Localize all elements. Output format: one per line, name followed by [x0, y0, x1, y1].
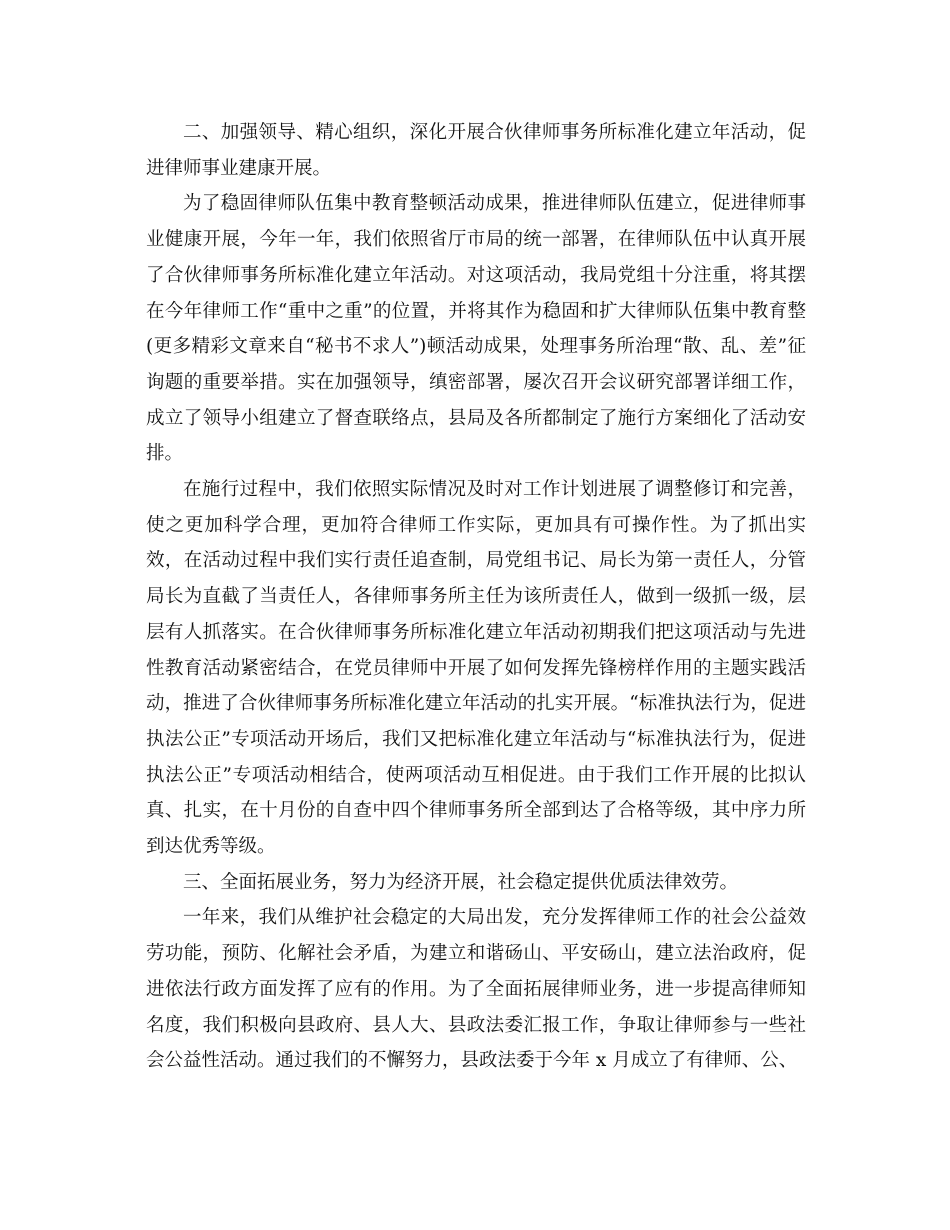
- body-paragraph: 在施行过程中，我们依照实际情况及时对工作计划进展了调整修订和完善，使之更加科学合理，更加符合律师工作实际，更加具有可操作性。为了抓出实效，在活动过程中我们实行责任追查制，局党组书记、局长为第一责任人，分管局长为直截了当责任人，各律师事务所主任为该所责任人，做到一级抓一级，层层有人抓落实。在合伙律师事务所标准化建立年活动初期我们把这项活动与先进性教育活动紧密结合，在党员律师中开展了如何发挥先锋榜样作用的主题实践活动，推进了合伙律师事务所标准化建立年活动的扎实开展。“标准执法行为，促进执法公正”专项活动开场后，我们又把标准化建立年活动与“标准执法行为，促进执法公正”专项活动相结合，使两项活动互相促进。由于我们工作开展的比拟认真、扎实，在十月份的自查中四个律师事务所全部到达了合格等级，其中序力所到达优秀等级。: [146, 479, 806, 858]
- body-paragraph: 一年来，我们从维护社会稳定的大局出发，充分发挥律师工作的社会公益效劳功能，预防、化解社会矛盾，为建立和谐砀山、平安砀山，建立法治政府，促进依法行政方面发挥了应有的作用。为了全面拓展律师业务，进一步提高律师知名度，我们积极向县政府、县人大、县政法委汇报工作，争取让律师参与一些社会公益性活动。通过我们的不懈努力，县政法委于今年 x 月成立了有律师、公、: [146, 907, 806, 1072]
- section-heading-3: 三、全面拓展业务，努力为经济开展，社会稳定提供优质法律效劳。: [183, 871, 739, 893]
- document-body: [146, 115, 806, 1079]
- body-paragraph: 为了稳固律师队伍集中教育整顿活动成果，推进律师队伍建立，促进律师事业健康开展，今年一年，我们依照省厅市局的统一部署，在律师队伍中认真开展了合伙律师事务所标准化建立年活动。对这项活动，我局党组十分注重，将其摆在今年律师工作“重中之重”的位置，并将其作为稳固和扩大律师队伍集中教育整(更多精彩文章来自“秘书不求人”)顿活动成果，处理事务所治理“散、乱、差”征询题的重要举措。实在加强领导，缜密部署，屡次召开会议研究部署详细工作，成立了领导小组建立了督查联络点，县局及各所都制定了施行方案细化了活动安排。: [146, 193, 806, 465]
- section-heading-2: 二、加强领导、精心组织，深化开展合伙律师事务所标准化建立年活动，促进律师事业建康开展。: [146, 122, 806, 179]
